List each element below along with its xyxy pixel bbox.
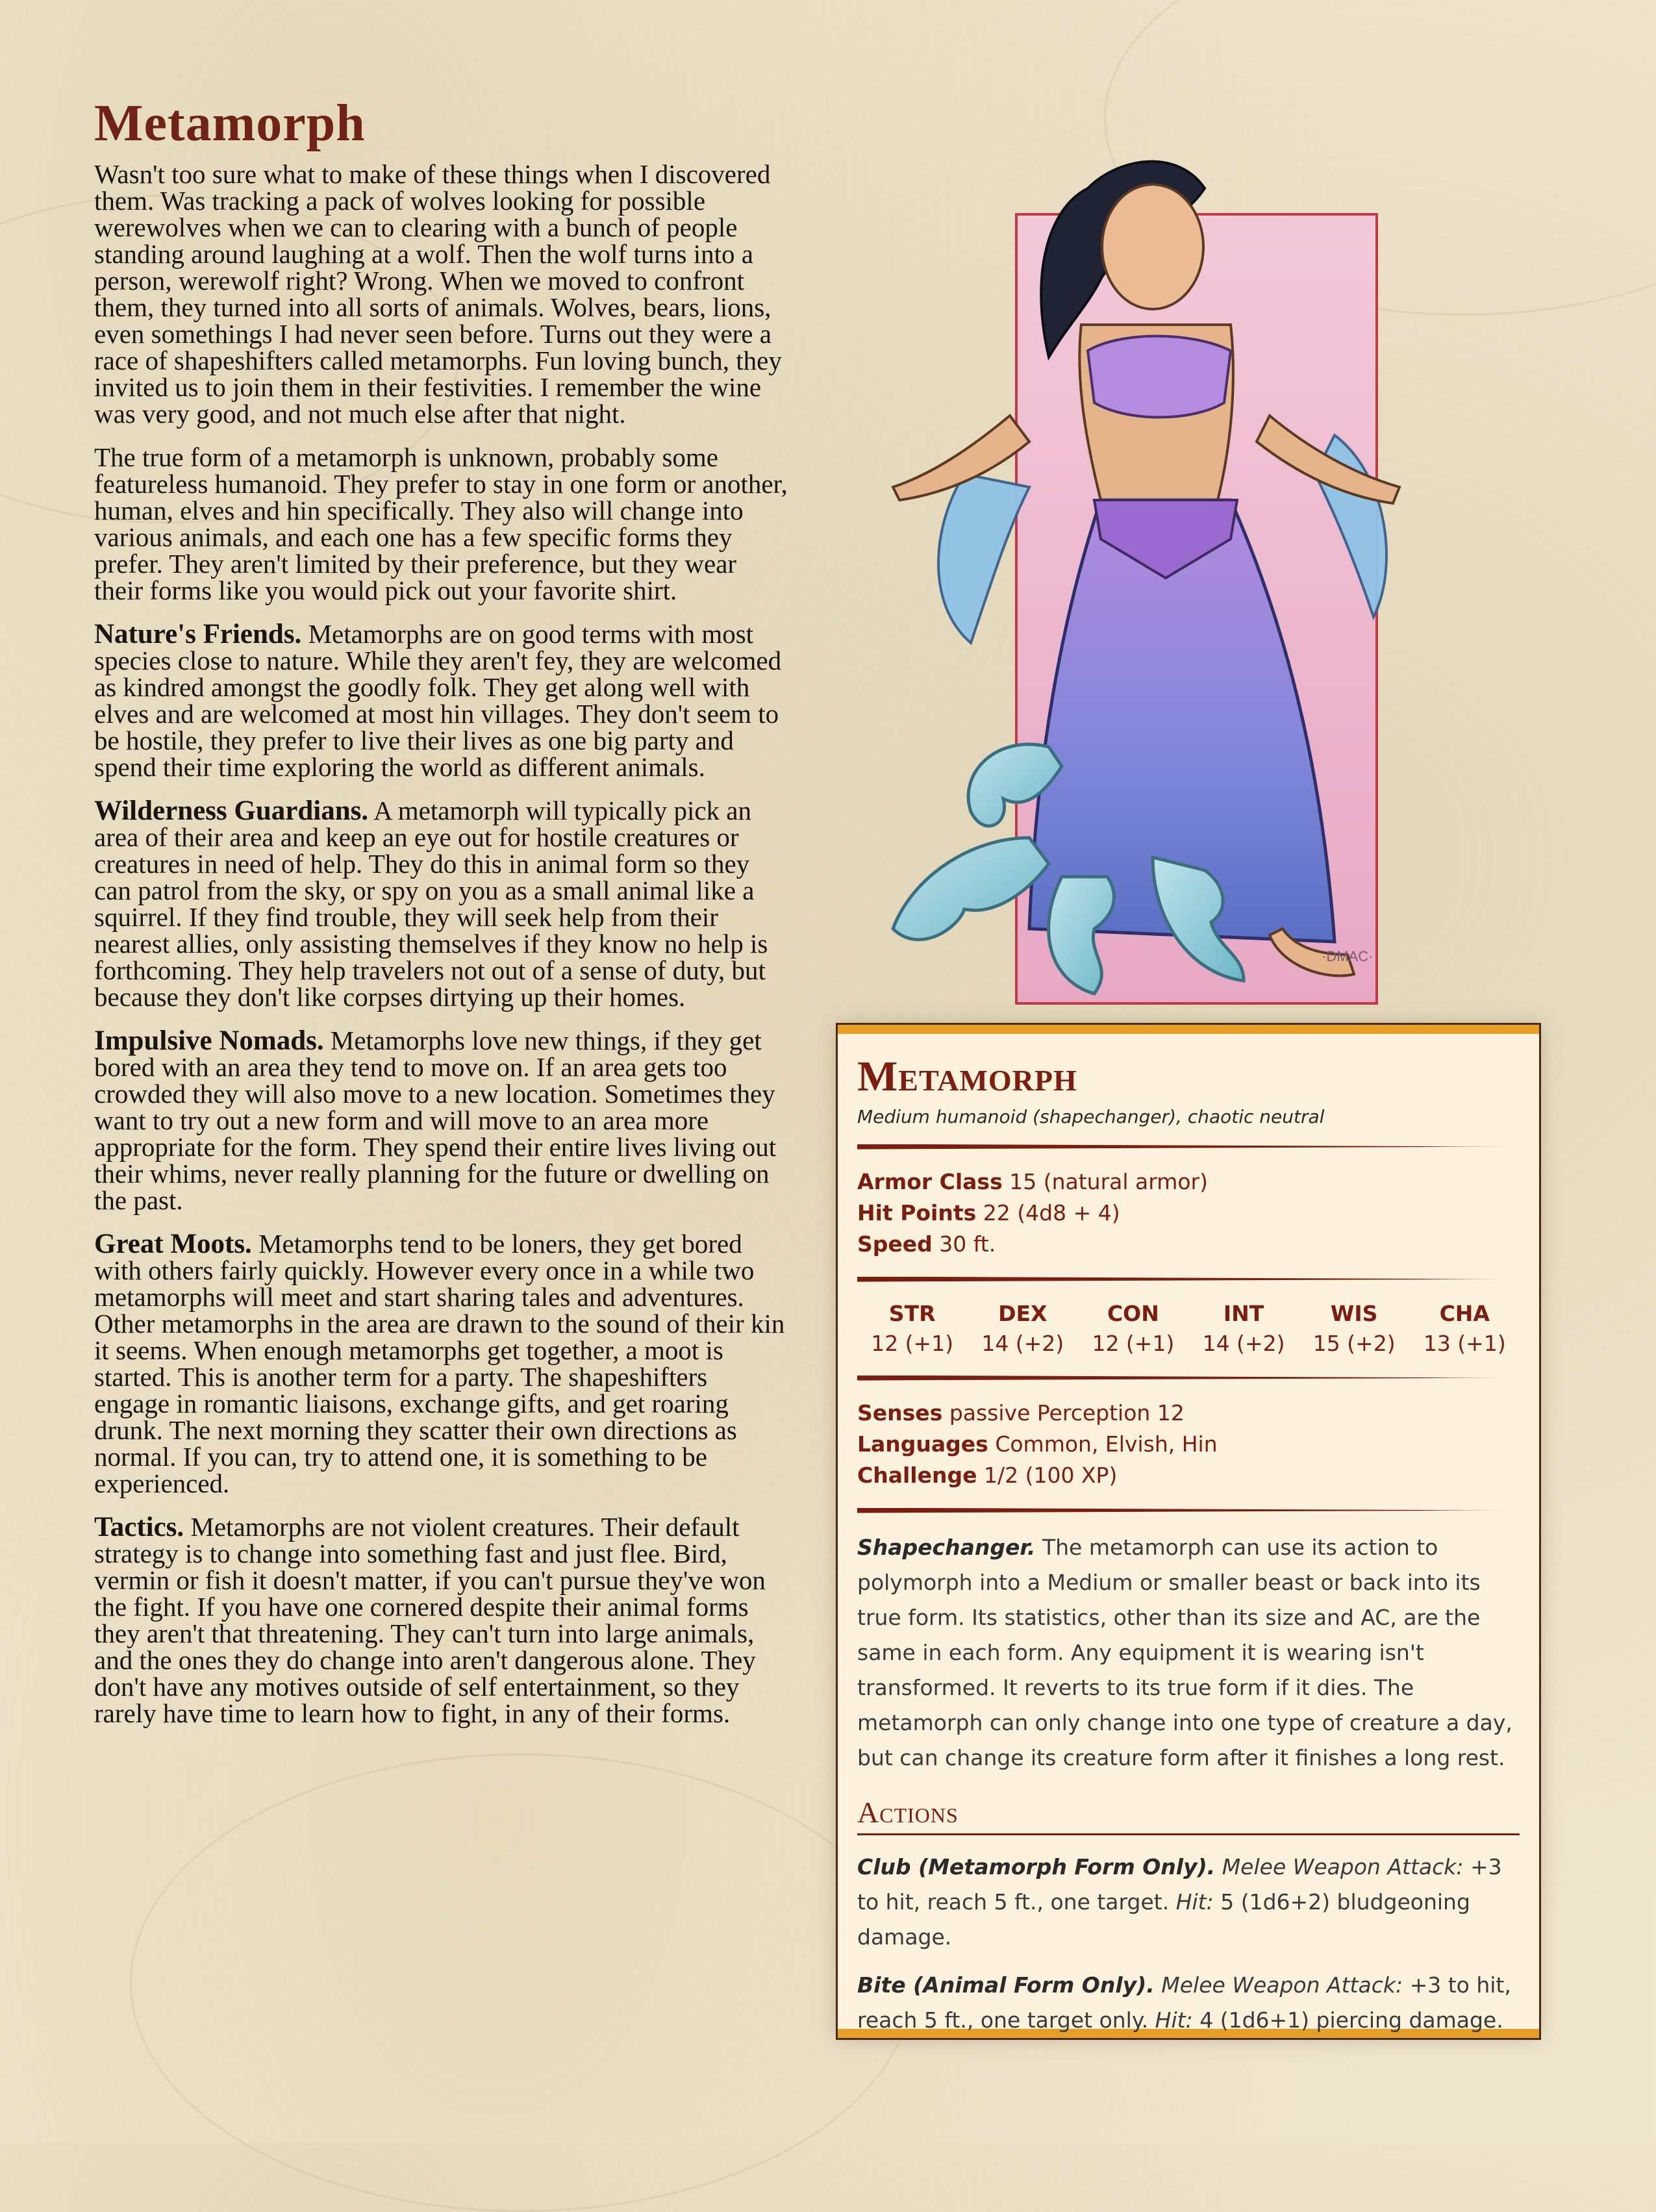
divider [857,1376,1520,1381]
senses-value: passive Perception 12 [949,1400,1185,1426]
challenge-value: 1/2 (100 XP) [983,1462,1118,1488]
action-hit-label: Hit: [1175,1889,1214,1915]
section-heading: Nature's Friends. [94,619,302,649]
hit-points-value: 22 (4d8 + 4) [983,1200,1120,1225]
ability-int [1188,1299,1298,1359]
section-text: A metamorph will typically pick an area of their area and keep an eye out for hostile creatures or creatures in need of help. They do this in animal form so they can patrol from the sky, or spy on you as a small animal like a squirrel. If they find trouble, they will seek help from their nearest allies, only assisting themselves if they know no help is forthcoming. They help travelers not out of a sense of duty, but because they don't like corpses dirtying up their homes. [94,796,768,1012]
actions-divider [857,1833,1520,1835]
section-heading: Impulsive Nomads. [94,1025,324,1056]
section-tactics [94,1514,789,1727]
armor-class-line [857,1166,1520,1198]
languages-line [857,1429,1520,1460]
metamorph-illustration [815,110,1497,1020]
challenge-label: Challenge [857,1462,977,1488]
statblock-type: Medium humanoid (shapechanger), chaotic neutral [857,1105,1325,1127]
face [1102,184,1203,309]
actions-heading: Actions [857,1795,959,1829]
ability-scores [857,1299,1520,1359]
ability-con [1078,1299,1188,1359]
languages-value: Common, Elvish, Hin [995,1431,1218,1457]
section-impulsive-nomads [94,1027,789,1214]
speed-line [857,1229,1520,1260]
trait-shapechanger [857,1530,1520,1776]
ability-value: 14 (+2) [1202,1330,1285,1356]
senses-label: Senses [857,1400,943,1426]
ability-name: STR [888,1300,936,1326]
ability-name: INT [1223,1300,1264,1326]
senses-line [857,1398,1520,1429]
divider [857,1144,1520,1150]
action-attack-type: Melee Weapon Attack: [1222,1854,1464,1879]
divider [857,1277,1520,1282]
action-text: +3 to hit, reach 5 ft., one target only. [857,1972,1511,2033]
ability-name: CHA [1439,1300,1490,1326]
section-heading: Tactics. [94,1512,184,1542]
stat-block [838,1025,1539,2038]
map-texture [130,1753,913,2212]
action-bite [857,1968,1520,2038]
section-text: Metamorphs are not violent creatures. Their default strategy is to change into something fast and just flee. Bird, vermin or fish it doesn't matter, if you can't pursue they've won the fight. If you have one cornered despite their animal forms they aren't that threatening. They can't turn into large animals, and the ones they do change into aren't dangerous alone. They don't have any motives outside of self entertainment, so they rarely have time to learn how to fight, in any of their forms. [94,1512,766,1728]
ability-value: 12 (+1) [871,1330,954,1356]
section-text: Metamorphs love new things, if they get bored with an area they tend to move on. If an area gets too crowded they will also move to a new location. Sometimes they want to try out a new form and will move to an area more appropriate for the form. They spend their entire lives living out their whims, never really planning for the future or dwelling on the past. [94,1025,777,1215]
ability-cha [1410,1299,1520,1359]
section-text: Metamorphs tend to be loners, they get bored with others fairly quickly. However every once in a while two metamorphs will meet and start sharing tales and adventures. Other metamorphs in the area are drawn to the sound of their kin it seems. When enough metamorphs get together, a moot is started. This is another term for a party. The shapeshifters engage in romantic liaisons, exchange gifts, and get roaring drunk. The next morning they scatter their own directions as normal. If you can, try to attend one, it is something to be experienced. [94,1229,785,1498]
divider [857,1508,1520,1513]
ability-value: 13 (+1) [1423,1330,1506,1356]
ability-name: CON [1107,1300,1159,1326]
section-heading: Great Moots. [94,1229,252,1259]
statblock-name: Metamorph [857,1053,1077,1100]
section-natures-friends [94,621,789,781]
intro-paragraph-2: The true form of a metamorph is unknown, probably some featureless humanoid. They prefer to stay in one form or another, human, elves and hin specifically. They also will change into various animals, and each one has a few specific forms they prefer. They aren't limited by their preference, but they wear their forms like you would pick out your favorite shirt. [94,442,788,605]
ability-value: 14 (+2) [981,1330,1064,1356]
section-heading: Wilderness Guardians. [94,796,369,826]
action-club [857,1850,1520,1955]
intro-paragraph-1: Wasn't too sure what to make of these things when I discovered them. Was tracking a pack of wolves looking for possible werewolves when we can to clearing with a bunch of people standing around laughing at a wolf. Then the wolf turns into a person, werewolf right? Wrong. When we moved to confront them, they turned into all sorts of animals. Wolves, bears, lions, even somethings I had never seen before. Turns out they were a race of shapeshifters called metamorphs. Fun loving bunch, they invited us to join them in their festivities. I remember the wine was very good, and not much else after that night. [94,159,782,429]
section-text: Metamorphs are on good terms with most species close to nature. While they aren't fey, they are welcomed as kindred amongst the goodly folk. They get along well with elves and are welcomed at most hin villages. They don't seem to be hostile, they prefer to live their lives as one big party and spend their time exploring the world as different animals. [94,619,782,782]
action-name: Club (Metamorph Form Only). [857,1854,1216,1879]
ability-value: 15 (+2) [1312,1330,1396,1356]
languages-label: Languages [857,1431,988,1457]
ability-dex [968,1299,1077,1359]
hit-points-label: Hit Points [857,1200,977,1225]
trait-name: Shapechanger. [857,1534,1036,1560]
page-title: Metamorph [94,95,366,152]
ability-value: 12 (+1) [1092,1330,1175,1356]
ability-name: WIS [1330,1300,1378,1326]
armor-class-label: Armor Class [857,1168,1003,1194]
artist-signature: ·DMAC· [1322,948,1374,964]
action-attack-type: Melee Weapon Attack: [1161,1972,1403,1998]
ability-wis [1299,1299,1409,1359]
challenge-line [857,1460,1520,1491]
ability-str [857,1299,967,1359]
action-hit-label: Hit: [1155,2007,1193,2033]
trait-text: The metamorph can use its action to polymorph into a Medium or smaller beast or back into its true form. Its statistics, other than its size and AC, are the same in each form. Any equipment it is wearing isn't transformed. It reverts to its true form if it dies. The metamorph can only change into one type of creature a day, but can change its creature form after it finishes a long rest. [857,1534,1512,1770]
armor-class-value: 15 (natural armor) [1009,1168,1209,1194]
ability-name: DEX [998,1300,1048,1326]
speed-value: 30 ft. [939,1231,996,1257]
action-text: +3 to hit, reach 5 ft., one target. [857,1854,1502,1915]
action-name: Bite (Animal Form Only). [857,1972,1155,1998]
section-great-moots [94,1231,789,1497]
top [1088,336,1231,418]
action-hit: 5 (1d6+2) bludgeoning damage. [857,1889,1470,1950]
speed-label: Speed [857,1231,933,1257]
action-hit: 4 (1d6+1) piercing damage. [1199,2007,1503,2033]
hit-points-line [857,1198,1520,1229]
section-wilderness-guardians [94,798,789,1011]
lore-column [94,97,789,1744]
